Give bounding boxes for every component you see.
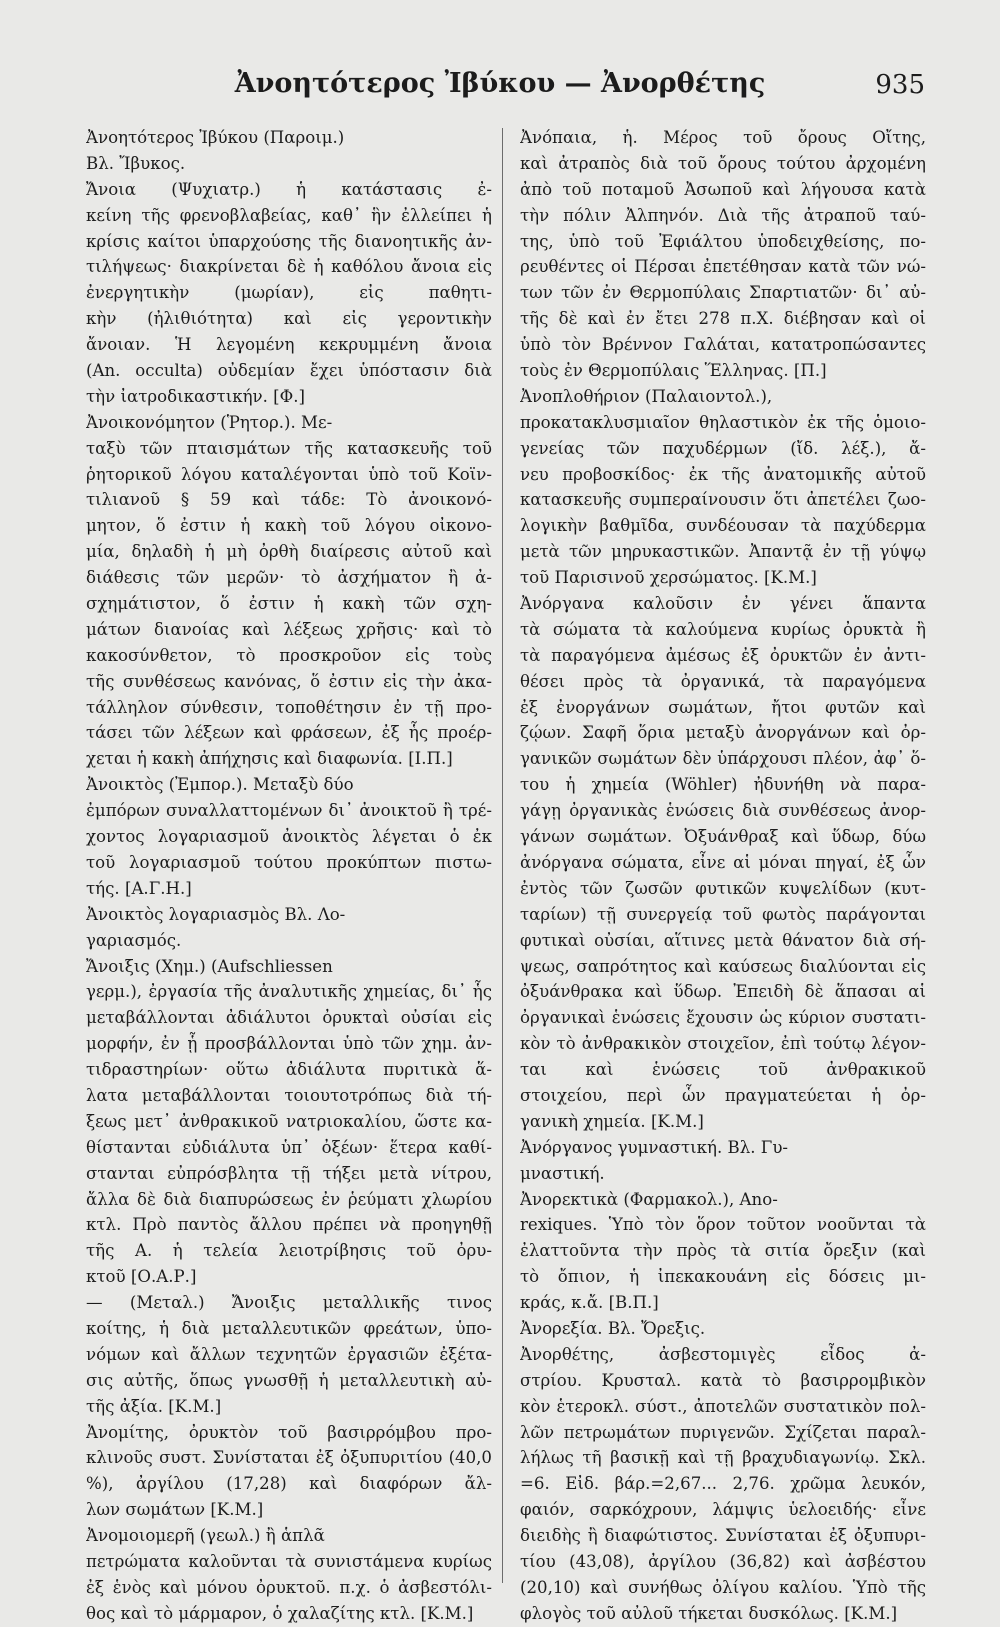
text-line: φυτικαὶ οὐσίαι, αἵτινες μετὰ θάνατον διὰ σή- bbox=[520, 930, 926, 950]
text-line: τάλληλον σύνθεσιν, τοποθέτησιν ἐν τῇ προ- bbox=[86, 697, 492, 717]
text-line: Ἀνοικτὸς (Ἐμπορ.). Μεταξὺ δύο bbox=[86, 775, 354, 795]
text-line: τοῦ Παρισινοῦ χερσώματος. [Κ.Μ.] bbox=[520, 568, 817, 588]
text-line: θίστανται εὐδιάλυτα ὑπ᾿ ὀξέων· ἕτερα καθί- bbox=[86, 1137, 492, 1157]
text-line: μητον, ὅ ἐστιν ἡ κακὴ τοῦ λόγου οἰκονο- bbox=[86, 516, 492, 536]
text-line: τιδραστηρίων· οὕτω ἀδιάλυτα πυριτικὰ ἅ- bbox=[86, 1060, 492, 1080]
text-line: μορφήν, ἐν ᾗ προσβάλλονται ὑπὸ τῶν χημ. ἀν- bbox=[86, 1034, 492, 1054]
running-title: Ἀνοητότερος Ἰβύκου — Ἀνορθέτης bbox=[234, 68, 766, 99]
text-line: ἐνεργητικὴν (μωρίαν), εἰς παθητι- bbox=[86, 283, 492, 303]
text-line: Ἀνόργανα καλοῦσιν ἐν γένει ἅπαντα bbox=[520, 594, 926, 614]
text-line: ται καὶ ἑνώσεις τοῦ ἀνθρακικοῦ bbox=[520, 1060, 926, 1080]
text-line: μάτων διανοίας καὶ λέξεως χρῆσις· καὶ τὸ bbox=[86, 619, 492, 639]
text-line: τοὺς ἐν Θερμοπύλαις Ἕλληνας. [Π.] bbox=[520, 361, 827, 381]
text-line: θος καὶ τὸ μάρμαρον, ὁ χαλαζίτης κτλ. [Κ.Μ.] bbox=[86, 1603, 474, 1623]
text-line: γανικῶν σωμάτων δὲν ὑπάρχουσι πλέον, ἀφ᾿ ὅ- bbox=[520, 749, 926, 769]
text-line: κείνη τῆς φρενοβλαβείας, καθ᾿ ἣν ἐλλείπει ἡ bbox=[86, 205, 492, 225]
text-line: νευ προβοσκίδος· ἐκ τῆς ἀνατομικῆς αὐτοῦ bbox=[520, 464, 926, 484]
text-line: χοντος λογαριασμοῦ ἀνοικτὸς λέγεται ὁ ἐκ bbox=[86, 827, 492, 847]
text-line: τὰ παραγόμενα ἀμέσως ἐξ ὀρυκτῶν ἐν ἀντι- bbox=[520, 645, 926, 665]
text-line: ἐμπόρων συναλλαττομένων δι᾿ ἀνοικτοῦ ἢ τρέ- bbox=[86, 801, 492, 821]
text-line: τῆς δὲ καὶ ἐν ἔτει 278 π.Χ. διέβησαν καὶ οἱ bbox=[520, 309, 926, 329]
text-line: κράς, κ.ἄ. [Β.Π.] bbox=[520, 1293, 659, 1313]
text-line: ὑπὸ τὸν Βρέννον Γαλάται, κατατροπώσαντες bbox=[520, 335, 926, 355]
text-line: γερμ.), ἐργασία τῆς ἀναλυτικῆς χημείας, δι᾿ ἧς bbox=[86, 982, 492, 1002]
text-line: Ἀνοητότερος Ἰβύκου (Παροιμ.) bbox=[86, 128, 345, 147]
text-line: κὸν ἑτεροκλ. σύστ., ἀποτελῶν συστατικὸν πολ- bbox=[520, 1396, 926, 1416]
text-line: τὸ ὄπιον, ἡ ἰπεκακουάνη εἰς δόσεις μι- bbox=[520, 1267, 926, 1287]
text-line: κὸν τὸ ἀνθρακικὸν στοιχεῖον, ἐπὶ τούτῳ λέγον- bbox=[520, 1034, 926, 1054]
text-line: στοιχείου, περὶ ὧν πραγματεύεται ἡ ὀρ- bbox=[520, 1085, 926, 1105]
text-line: Ἄνοιξις (Χημ.) (Aufschliessen bbox=[86, 956, 333, 976]
text-line: κτλ. Πρὸ παντὸς ἄλλου πρέπει νὰ προηγηθῇ bbox=[86, 1215, 492, 1235]
text-line: διειδὴς ἢ διαφώτιστος. Συνίσταται ἐξ ὀξυπυρι- bbox=[520, 1526, 926, 1546]
text-line: θέσει πρὸς τὰ ὀργανικά, τὰ παραγόμενα bbox=[520, 671, 926, 691]
text-line: Ἀνορθέτης, ἀσβεστομιγὲς εἶδος ἀ- bbox=[520, 1344, 926, 1364]
text-line: στρίου. Κρυσταλ. κατὰ τὸ βασιρρομβικὸν bbox=[520, 1370, 926, 1390]
text-line: Ἀνομίτης, ὀρυκτὸν τοῦ βασιρρόμβου προ- bbox=[86, 1422, 492, 1442]
text-line: ξεως μετ᾿ ἀνθρακικοῦ νατριοκαλίου, ὥστε κα- bbox=[86, 1111, 492, 1131]
text-line: ἐξ ἑνὸς καὶ μόνου ὀρυκτοῦ. π.χ. ὁ ἀσβεστόλι- bbox=[86, 1577, 492, 1597]
text-line: καὶ ἀτραπὸς διὰ τοῦ ὄρους τούτου ἀρχομένη bbox=[520, 153, 926, 173]
text-line: ψεως, σαπρότητος καὶ καύσεως διαλύονται εἰς bbox=[520, 956, 926, 976]
text-line: Ἄνοια (Ψυχιατρ.) ἡ κατάστασις ἐ- bbox=[86, 179, 492, 199]
text-line: τὴν πόλιν Ἀλπηνόν. Διὰ τῆς ἀτραποῦ ταύ- bbox=[520, 205, 926, 225]
text-line: ἄνοιαν. Ἡ λεγομένη κεκρυμμένη ἄνοια bbox=[86, 335, 492, 355]
text-line: τὴν ἰατροδικαστικήν. [Φ.] bbox=[86, 386, 305, 406]
left-column bbox=[86, 125, 492, 1627]
text-line: Βλ. Ἴβυκος. bbox=[86, 153, 186, 173]
text-line: τῆς ἀξία. [Κ.Μ.] bbox=[86, 1396, 222, 1416]
text-line: ἐντὸς τῶν ζωσῶν φυτικῶν κυψελίδων (κυτ- bbox=[520, 878, 926, 898]
text-line: διάθεσις τῶν μερῶν· τὸ ἀσχήματον ἢ ἀ- bbox=[86, 568, 492, 588]
text-line: κακοσύνθετον, τὸ προσκροῦον εἰς τοὺς bbox=[86, 645, 492, 665]
text-line: ἐξ ἐνοργάνων σωμάτων, ἤτοι φυτῶν καὶ bbox=[520, 697, 926, 717]
text-line: Ἀνορεξία. Βλ. Ὄρεξις. bbox=[520, 1318, 706, 1338]
text-line: ταξὺ τῶν πταισμάτων τῆς κατασκευῆς τοῦ bbox=[86, 438, 492, 458]
text-line: φαιόν, σαρκόχρουν, λάμψις ὑελοειδής· εἶνε bbox=[520, 1500, 926, 1520]
running-header bbox=[0, 68, 1000, 108]
text-line: γάγῃ ὀργανικὰς ἑνώσεις διὰ συνθέσεως ἀνορ- bbox=[520, 801, 926, 821]
text-line: (An. occulta) οὐδεμίαν ἔχει ὑπόστασιν διὰ bbox=[86, 361, 492, 381]
text-line: τιλήψεως· διακρίνεται δὲ ἡ καθόλου ἄνοια εἰς bbox=[86, 257, 492, 277]
text-line: Ἀνόργανος γυμναστική. Βλ. Γυ- bbox=[520, 1137, 789, 1157]
text-line: τής. [Α.Γ.Η.] bbox=[86, 878, 192, 898]
text-line: ἀπὸ τοῦ ποταμοῦ Ἀσωποῦ καὶ λήγουσα κατὰ bbox=[520, 179, 926, 199]
text-line: τῆς Α. ἡ τελεία λειοτρίβησις τοῦ ὀρυ- bbox=[86, 1241, 492, 1261]
text-line: ῥητορικοῦ λόγου καταλέγονται ὑπὸ τοῦ Κοϊν- bbox=[86, 464, 492, 484]
text-line: γαριασμός. bbox=[86, 930, 182, 950]
text-line: ὀργανικαὶ ἑνώσεις ἔχουσιν ὡς κύριον συστατι- bbox=[520, 1008, 926, 1028]
text-line: στανται εὐπρόσβλητα τῇ τήξει μετὰ νίτρου, bbox=[86, 1163, 492, 1183]
text-line: ζῴων. Σαφῆ ὅρια μεταξὺ ἀνοργάνων καὶ ὀρ- bbox=[520, 723, 926, 743]
text-line: τῆς συνθέσεως κανόνας, ὅ ἐστιν εἰς τὴν ἀκα- bbox=[86, 671, 492, 691]
text-line: Ἀνοπλοθήριον (Παλαιοντολ.), bbox=[520, 386, 773, 406]
text-line: πετρώματα καλοῦνται τὰ συνιστάμενα κυρίως bbox=[86, 1551, 492, 1571]
page-number: 935 bbox=[875, 70, 925, 100]
text-line: ἐλαττοῦντα τὴν πρὸς τὰ σιτία ὄρεξιν (καὶ bbox=[520, 1241, 926, 1261]
text-line: Ἀνορεκτικὰ (Φαρμακολ.), Ano- bbox=[520, 1189, 778, 1209]
text-line: (20,10) καὶ συνήθως ὀλίγου καλίου. Ὑπὸ τῆς bbox=[520, 1577, 926, 1597]
text-line: ρευθέντες οἱ Πέρσαι ἐπετέθησαν κατὰ τῶν νώ- bbox=[520, 257, 926, 277]
text-line: — (Μεταλ.) Ἄνοιξις μεταλλικῆς τινος bbox=[86, 1293, 492, 1313]
text-line: σχημάτιστον, ὅ ἐστιν ἡ κακὴ τῶν σχη- bbox=[86, 594, 492, 614]
text-line: κρίσις καίτοι ὑπαρχούσης τῆς διανοητικῆς ἀν- bbox=[86, 231, 492, 251]
text-line: μεταβάλλονται ἀδιάλυτοι ὀρυκταὶ οὐσίαι εἰς bbox=[86, 1008, 492, 1028]
text-line: της, ὑπὸ τοῦ Ἐφιάλτου ὑποδειχθείσης, πο- bbox=[520, 231, 926, 251]
text-line: τοῦ λογαριασμοῦ τούτου προκύπτων πιστω- bbox=[86, 852, 492, 872]
text-line: μναστική. bbox=[520, 1163, 605, 1183]
text-line: χεται ἡ κακὴ ἀπήχησις καὶ διαφωνία. [Ι.Π.] bbox=[86, 749, 453, 769]
text-line: ἄλλα δὲ διὰ διαπυρώσεως ἐν ῥεύματι χλωρίου bbox=[86, 1189, 492, 1209]
text-line: κτοῦ [Ο.Α.Ρ.] bbox=[86, 1267, 197, 1287]
text-line: ταρίων) τῇ συνεργείᾳ τοῦ φωτὸς παράγονται bbox=[520, 904, 926, 924]
text-line: ὀξυάνθρακα καὶ ὕδωρ. Ἐπειδὴ δὲ ἅπασαι αἱ bbox=[520, 982, 926, 1002]
text-line: σις αὐτῆς, ὅπως γνωσθῇ ἡ μεταλλευτικὴ αὐ- bbox=[86, 1370, 492, 1390]
text-line: μετὰ τῶν μηρυκαστικῶν. Ἀπαντᾷ ἐν τῇ γύψῳ bbox=[520, 542, 926, 562]
text-line: λων σωμάτων [Κ.Μ.] bbox=[86, 1500, 264, 1520]
text-line: λατα μεταβάλλονται τοιουτοτρόπως διὰ τή- bbox=[86, 1085, 492, 1105]
text-line: κὴν (ἠλιθιότητα) καὶ εἰς γεροντικὴν bbox=[86, 309, 492, 329]
text-line: =6. Εἰδ. βάρ.=2,67... 2,76. χρῶμα λευκόν, bbox=[520, 1474, 926, 1494]
text-line: Ἀνομοιομερῆ (γεωλ.) ἢ ἁπλᾶ bbox=[86, 1526, 325, 1546]
text-line: των τῶν ἐν Θερμοπύλαις Σπαρτιατῶν· δι᾿ αὐ- bbox=[520, 283, 926, 303]
text-line: λῶν πετρωμάτων πυριγενῶν. Σχίζεται παραλ- bbox=[520, 1422, 926, 1442]
text-line: νόμων καὶ ἄλλων τεχνητῶν ἐργασιῶν ἐξέτα- bbox=[86, 1344, 492, 1364]
text-line: φλογὸς τοῦ αὐλοῦ τήκεται δυσκόλως. [Κ.Μ.] bbox=[520, 1603, 898, 1623]
text-line: μία, δηλαδὴ ἡ μὴ ὀρθὴ διαίρεσις αὐτοῦ καὶ bbox=[86, 542, 492, 562]
text-line: τιλιανοῦ § 59 καὶ τάδε: Τὸ ἀνοικονό- bbox=[86, 490, 492, 510]
text-line: ἀνόργανα σώματα, εἶνε αἱ μόναι πηγαί, ἐξ ὧν bbox=[520, 852, 926, 872]
text-line: Ἀνοικονόμητον (Ῥητορ.). Με- bbox=[86, 412, 333, 432]
text-line: %), ἀργίλου (17,28) καὶ διαφόρων ἄλ- bbox=[86, 1474, 492, 1494]
text-line: τίου (43,08), ἀργίλου (36,82) καὶ ἀσβέστου bbox=[520, 1551, 926, 1571]
text-line: γανικὴ χημεία. [Κ.Μ.] bbox=[520, 1111, 704, 1131]
text-line: κατασκευῆς συμπεραίνουσιν ὅτι ἀπετέλει ζωο- bbox=[520, 490, 926, 510]
text-line: γάνων σωμάτων. Ὀξυάνθραξ καὶ ὕδωρ, δύω bbox=[520, 827, 926, 847]
text-line: λογικὴν βαθμῖδα, συνδέουσαν τὰ παχύδερμα bbox=[520, 516, 926, 536]
text-line: του ἡ χημεία (Wöhler) ἠδυνήθη νὰ παρα- bbox=[520, 775, 926, 795]
text-line: προκατακλυσμιαῖον θηλαστικὸν ἐκ τῆς ὁμοιο- bbox=[520, 412, 926, 432]
text-line: rexiques. Ὑπὸ τὸν ὅρον τοῦτον νοοῦνται τὰ bbox=[520, 1215, 926, 1235]
text-line: τὰ σώματα τὰ καλούμενα κυρίως ὀρυκτὰ ἢ bbox=[520, 619, 926, 639]
text-line: γενείας τῶν παχυδέρμων (ἴδ. λέξ.), ἄ- bbox=[520, 438, 926, 458]
column-divider bbox=[502, 128, 503, 1583]
text-line: κλινοῦς συστ. Συνίσταται ἐξ ὀξυπυριτίου (40,0 bbox=[86, 1448, 492, 1468]
text-line: κοίτης, ἡ διὰ μεταλλευτικῶν φρεάτων, ὑπο- bbox=[86, 1318, 492, 1338]
right-column bbox=[520, 125, 926, 1627]
text-line: τάσει τῶν λέξεων καὶ φράσεων, ἐξ ἧς προέρ- bbox=[86, 723, 492, 743]
text-line: λήλως τῆ βασικῇ καὶ τῇ βραχυδιαγωνίῳ. Σκλ. bbox=[520, 1448, 926, 1468]
text-line: Ἀνοικτὸς λογαριασμὸς Βλ. Λο- bbox=[86, 904, 346, 924]
text-line: Ἀνόπαια, ἡ. Μέρος τοῦ ὄρους Οἴτης, bbox=[520, 128, 926, 147]
